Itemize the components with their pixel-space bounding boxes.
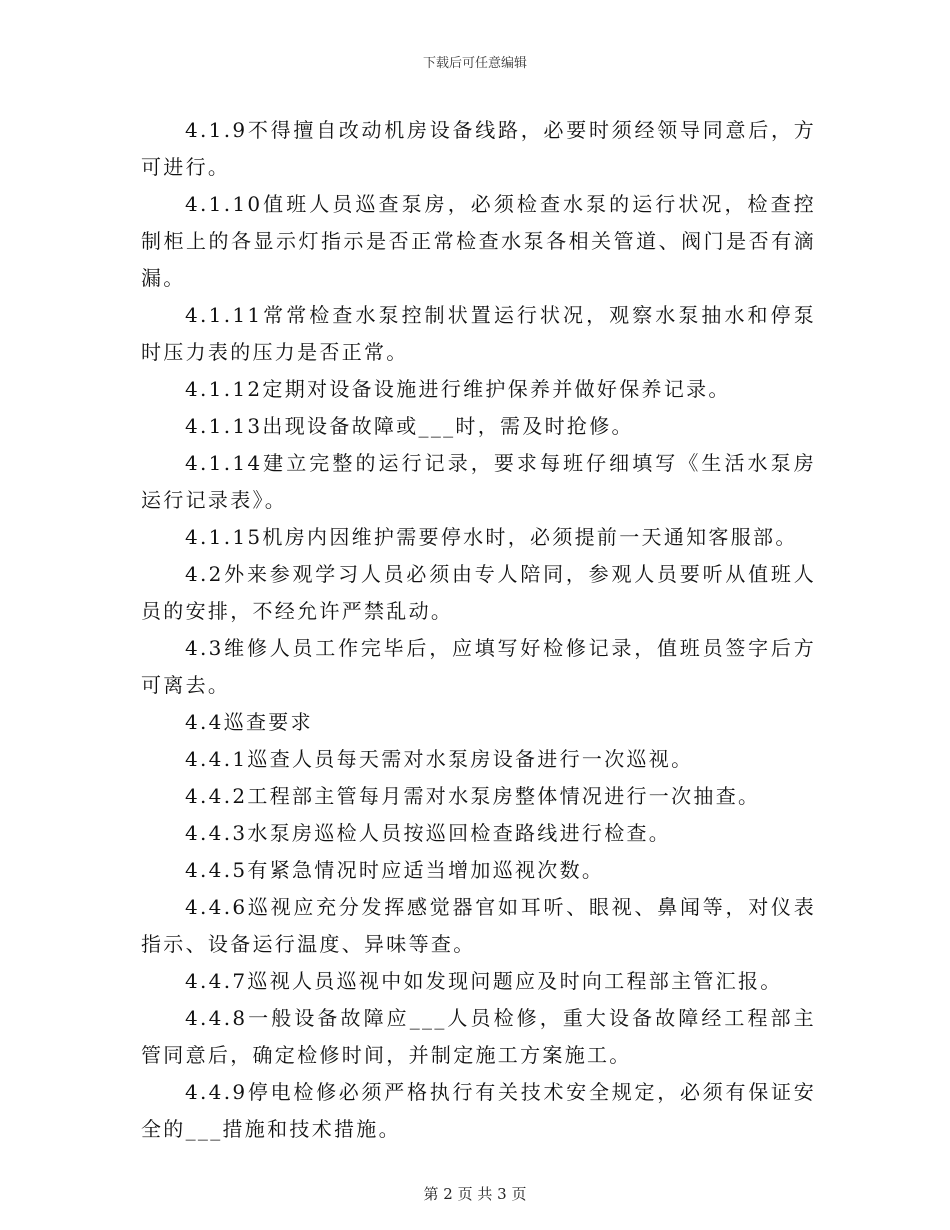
paragraph-4-4-5: 4.4.5有紧急情况时应适当增加巡视次数。 <box>185 858 605 882</box>
paragraph-4-3: 4.3维修人员工作完毕后，应填写好检修记录，值班员签字后方可离去。 <box>141 636 816 697</box>
paragraph-4-1-15: 4.1.15机房内因维护需要停水时，必须提前一天通知客服部。 <box>185 525 798 549</box>
page-number-footer: 第 2 页 共 3 页 <box>423 1185 527 1203</box>
paragraph-4-4-2: 4.4.2工程部主管每月需对水泵房整体情况进行一次抽查。 <box>185 784 761 808</box>
paragraph-4-4-6: 4.4.6巡视应充分发挥感觉器官如耳听、眼视、鼻闻等，对仪表指示、设备运行温度、异味等查。 <box>141 895 816 956</box>
page-header: 下载后可任意编辑 <box>422 56 527 71</box>
paragraph-4-4-9: 4.4.9停电检修必须严格执行有关技术安全规定，必须有保证安全的___措施和技术措施。 <box>141 1080 816 1141</box>
paragraph-4-1-11: 4.1.11常常检查水泵控制状置运行状况，观察水泵抽水和停泵时压力表的压力是否正常。 <box>141 303 816 364</box>
paragraph-4-4-8: 4.4.8一般设备故障应___人员检修，重大设备故障经工程部主管同意后，确定检修时间，并制定施工方案施工。 <box>141 1006 816 1067</box>
section-heading-4-4: 4.4巡查要求 <box>185 710 313 734</box>
paragraph-4-1-13: 4.1.13出现设备故障或___时，需及时抢修。 <box>185 414 634 438</box>
paragraph-4-4-3: 4.4.3水泵房巡检人员按巡回检查路线进行检查。 <box>185 821 672 845</box>
document-body <box>141 112 816 1148</box>
paragraph-4-1-14: 4.1.14建立完整的运行记录，要求每班仔细填写《生活水泵房运行记录表》。 <box>141 451 816 512</box>
paragraph-4-2: 4.2外来参观学习人员必须由专人陪同，参观人员要听从值班人员的安排，不经允许严禁乱动。 <box>141 562 816 623</box>
paragraph-4-1-10: 4.1.10值班人员巡查泵房，必须检查水泵的运行状况，检查控制柜上的各显示灯指示是否正常检查水泵各相关管道、阀门是否有滴漏。 <box>141 192 816 290</box>
paragraph-4-1-12: 4.1.12定期对设备设施进行维护保养并做好保养记录。 <box>185 377 731 401</box>
paragraph-4-1-9: 4.1.9不得擅自改动机房设备线路，必要时须经领导同意后，方可进行。 <box>141 118 816 179</box>
paragraph-4-4-7: 4.4.7巡视人员巡视中如发现问题应及时向工程部主管汇报。 <box>185 969 783 993</box>
paragraph-4-4-1: 4.4.1巡查人员每天需对水泵房设备进行一次巡视。 <box>185 747 694 771</box>
